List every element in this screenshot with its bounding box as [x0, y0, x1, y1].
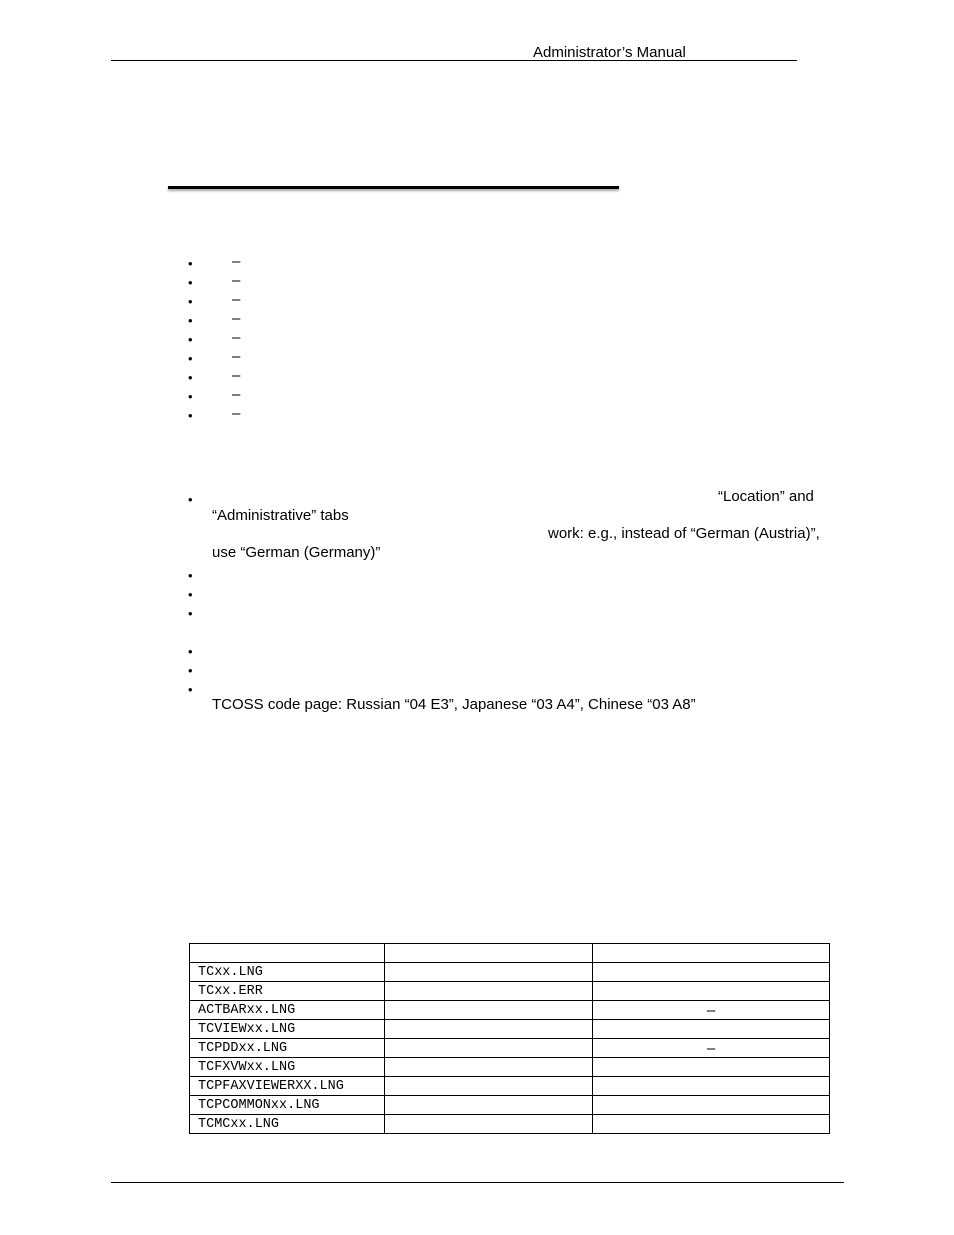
- bullet-marker: •: [188, 294, 193, 309]
- file-name-cell: TCMCxx.LNG: [190, 1115, 385, 1134]
- table-row: [190, 1115, 830, 1134]
- file-name-cell: TCxx.ERR: [190, 982, 385, 1001]
- table-cell: –: [593, 1001, 830, 1020]
- dash-separator: –: [232, 272, 241, 289]
- table-cell: [385, 1020, 593, 1039]
- header-cell: [593, 944, 830, 963]
- header-cell: [385, 944, 593, 963]
- list-item-1-text-b: “Administrative” tabs: [212, 507, 349, 524]
- language-files-table: [189, 943, 830, 1134]
- table-row: [190, 1020, 830, 1039]
- file-name-cell: ACTBARxx.LNG: [190, 1001, 385, 1020]
- table-row: [190, 1039, 830, 1058]
- dash-separator: –: [232, 405, 241, 422]
- dash-separator: –: [232, 253, 241, 270]
- bullet-marker: •: [188, 568, 193, 583]
- table-cell: [593, 1096, 830, 1115]
- table-cell: [593, 1058, 830, 1077]
- file-name-cell: TCxx.LNG: [190, 963, 385, 982]
- table-cell: [593, 1115, 830, 1134]
- table-cell: [385, 1096, 593, 1115]
- bullet-marker: •: [188, 644, 193, 659]
- table-row: [190, 963, 830, 982]
- table-cell: –: [593, 1039, 830, 1058]
- dash-separator: –: [232, 329, 241, 346]
- bullet-marker: •: [188, 682, 193, 697]
- bullet-marker: •: [188, 351, 193, 366]
- table-row: [190, 982, 830, 1001]
- list-item-1-text-a: “Location” and: [718, 488, 814, 505]
- table-cell: [385, 1115, 593, 1134]
- file-name-cell: TCFXVWxx.LNG: [190, 1058, 385, 1077]
- bullet-marker: •: [188, 332, 193, 347]
- table-row: [190, 1058, 830, 1077]
- table-cell: [593, 1077, 830, 1096]
- bullet-marker: •: [188, 663, 193, 678]
- table-cell: [593, 982, 830, 1001]
- bullet-marker: •: [188, 408, 193, 423]
- file-name-cell: TCPFAXVIEWERXX.LNG: [190, 1077, 385, 1096]
- list-item-1-text-c: work: e.g., instead of “German (Austria)”,: [548, 525, 820, 542]
- bullet-marker: •: [188, 275, 193, 290]
- section-title-underline: [168, 186, 619, 189]
- table-cell: [593, 1020, 830, 1039]
- table-cell: [385, 1058, 593, 1077]
- file-name-cell: TCPDDxx.LNG: [190, 1039, 385, 1058]
- table-cell: [385, 1001, 593, 1020]
- header-cell: [190, 944, 385, 963]
- dash-separator: –: [232, 348, 241, 365]
- header-rule: [111, 60, 797, 61]
- footer-rule: [111, 1182, 844, 1183]
- file-name-cell: TCVIEWxx.LNG: [190, 1020, 385, 1039]
- table-cell: [385, 1077, 593, 1096]
- dash-separator: –: [232, 367, 241, 384]
- table-row: [190, 1001, 830, 1020]
- table-row: [190, 1096, 830, 1115]
- bullet-marker: •: [188, 587, 193, 602]
- table-row: [190, 1077, 830, 1096]
- list-item-7-text: TCOSS code page: Russian “04 E3”, Japanese “03 A4”, Chinese “03 A8”: [212, 696, 696, 713]
- bullet-marker: •: [188, 256, 193, 271]
- bullet-marker: •: [188, 370, 193, 385]
- bullet-marker: •: [188, 313, 193, 328]
- table-header-row: [190, 944, 830, 963]
- file-name-cell: TCPCOMMONxx.LNG: [190, 1096, 385, 1115]
- table-cell: [385, 1039, 593, 1058]
- table-cell: [593, 963, 830, 982]
- running-header-title: Administrator’s Manual: [533, 44, 686, 61]
- bullet-marker: •: [188, 492, 193, 507]
- table-cell: [385, 982, 593, 1001]
- list-item-1-text-d: use “German (Germany)”: [212, 544, 381, 561]
- dash-separator: –: [232, 310, 241, 327]
- dash-separator: –: [232, 386, 241, 403]
- bullet-marker: •: [188, 606, 193, 621]
- dash-separator: –: [232, 291, 241, 308]
- table-cell: [385, 963, 593, 982]
- bullet-marker: •: [188, 389, 193, 404]
